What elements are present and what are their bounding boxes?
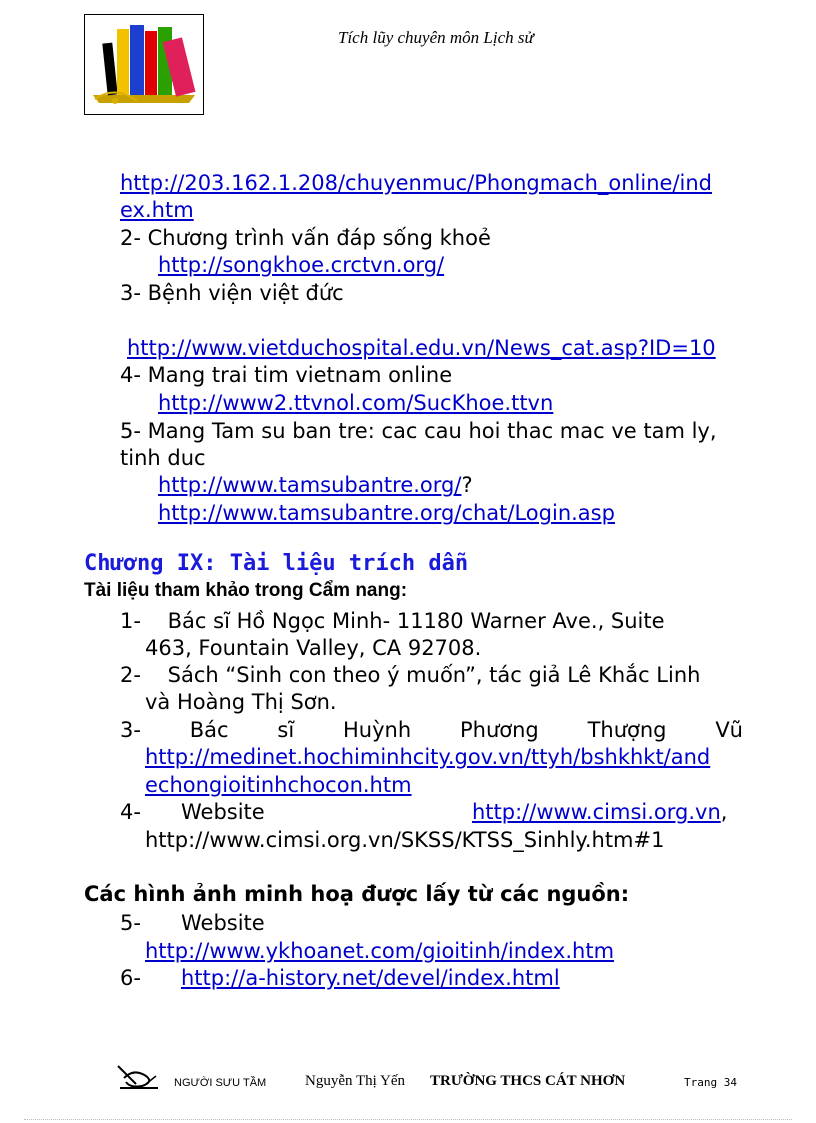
link-medinet[interactable]: http://medinet.hochiminhcity.gov.vn/ttyh/bshkhkt/and xyxy=(145,745,711,769)
ref3-word: Vũ xyxy=(715,718,743,742)
link-medinet-cont[interactable]: echongioitinhchocon.htm xyxy=(145,773,412,797)
ref3-word: Thượng xyxy=(587,718,667,742)
list-item-traitim: 4- Mang trai tim vietnam online xyxy=(120,363,453,387)
reference-1-cont: 463, Fountain Valley, CA 92708. xyxy=(145,636,482,660)
bottom-divider xyxy=(24,1119,792,1120)
reference-6-num: 6- xyxy=(120,966,141,990)
reference-4-label: Website xyxy=(181,800,265,824)
footer-collector-label: NGƯỜI SƯU TẦM xyxy=(174,1077,267,1089)
chapter-heading: Chương IX: Tài liệu trích dẫn xyxy=(84,551,469,576)
reference-4-num: 4- xyxy=(120,800,141,824)
link-phongmach[interactable]: http://203.162.1.208/chuyenmuc/Phongmach_online/ind xyxy=(120,171,712,195)
footer-author-name: Nguyễn Thị Yến xyxy=(305,1073,405,1089)
link-ahistory[interactable]: http://a-history.net/devel/index.html xyxy=(181,966,560,990)
ref3-word: 3- xyxy=(120,718,141,742)
list-item-tamsu: 5- Mang Tam su ban tre: cac cau hoi thac mac ve tam ly, xyxy=(120,419,717,443)
link-songkhoe[interactable]: http://songkhoe.crctvn.org/ xyxy=(158,253,445,277)
reference-5: 5- Website xyxy=(120,911,265,935)
ref3-word: Phương xyxy=(459,718,539,742)
reference-2-cont: và Hoàng Thị Sơn. xyxy=(145,690,337,714)
ref3-word: Bác xyxy=(189,718,229,742)
list-item-vietduc: 3- Bệnh viện việt đức xyxy=(120,281,344,305)
footer-school: TRƯỜNG THCS CÁT NHƠN xyxy=(430,1073,626,1089)
link-ykhoanet[interactable]: http://www.ykhoanet.com/gioitinh/index.htm xyxy=(145,939,615,963)
link-tamsubantre[interactable]: http://www.tamsubantre.org/ xyxy=(158,473,462,497)
question-mark: ? xyxy=(461,473,473,497)
reference-1: 1- Bác sĩ Hồ Ngọc Minh- 11180 Warner Ave., Suite xyxy=(120,609,665,633)
list-item-tamsu-cont: tinh duc xyxy=(120,446,206,470)
signature-icon xyxy=(116,1062,160,1096)
link-vietduc[interactable]: http://www.vietduchospital.edu.vn/News_cat.asp?ID=10 xyxy=(127,336,716,360)
reference-4-url: http://www.cimsi.org.vn/SKSS/KTSS_Sinhly.htm#1 xyxy=(145,828,665,852)
reference-3 xyxy=(120,717,743,744)
footer-page-number: Trang 34 xyxy=(684,1076,737,1089)
reference-2: 2- Sách “Sinh con theo ý muốn”, tác giả Lê Khắc Linh xyxy=(120,663,701,687)
list-item-songkhoe: 2- Chương trình vấn đáp sống khoẻ xyxy=(120,226,491,250)
link-ttvnol[interactable]: http://www2.ttvnol.com/SucKhoe.ttvn xyxy=(158,391,554,415)
ref3-word: Huỳnh xyxy=(343,718,412,742)
page-header-title: Tích lũy chuyên môn Lịch sử xyxy=(338,28,534,47)
link-tamsubantre-chat[interactable]: http://www.tamsubantre.org/chat/Login.asp xyxy=(158,501,615,525)
comma: , xyxy=(720,800,728,824)
link-cimsi[interactable]: http://www.cimsi.org.vn xyxy=(472,800,721,824)
image-sources-heading: Các hình ảnh minh hoạ được lấy từ các nguồn: xyxy=(84,882,630,906)
link-phongmach-cont[interactable]: ex.htm xyxy=(120,198,194,222)
references-subheading: Tài liệu tham khảo trong Cẩm nang: xyxy=(84,580,408,601)
books-logo-icon xyxy=(84,14,204,115)
ref3-word: sĩ xyxy=(277,718,295,742)
